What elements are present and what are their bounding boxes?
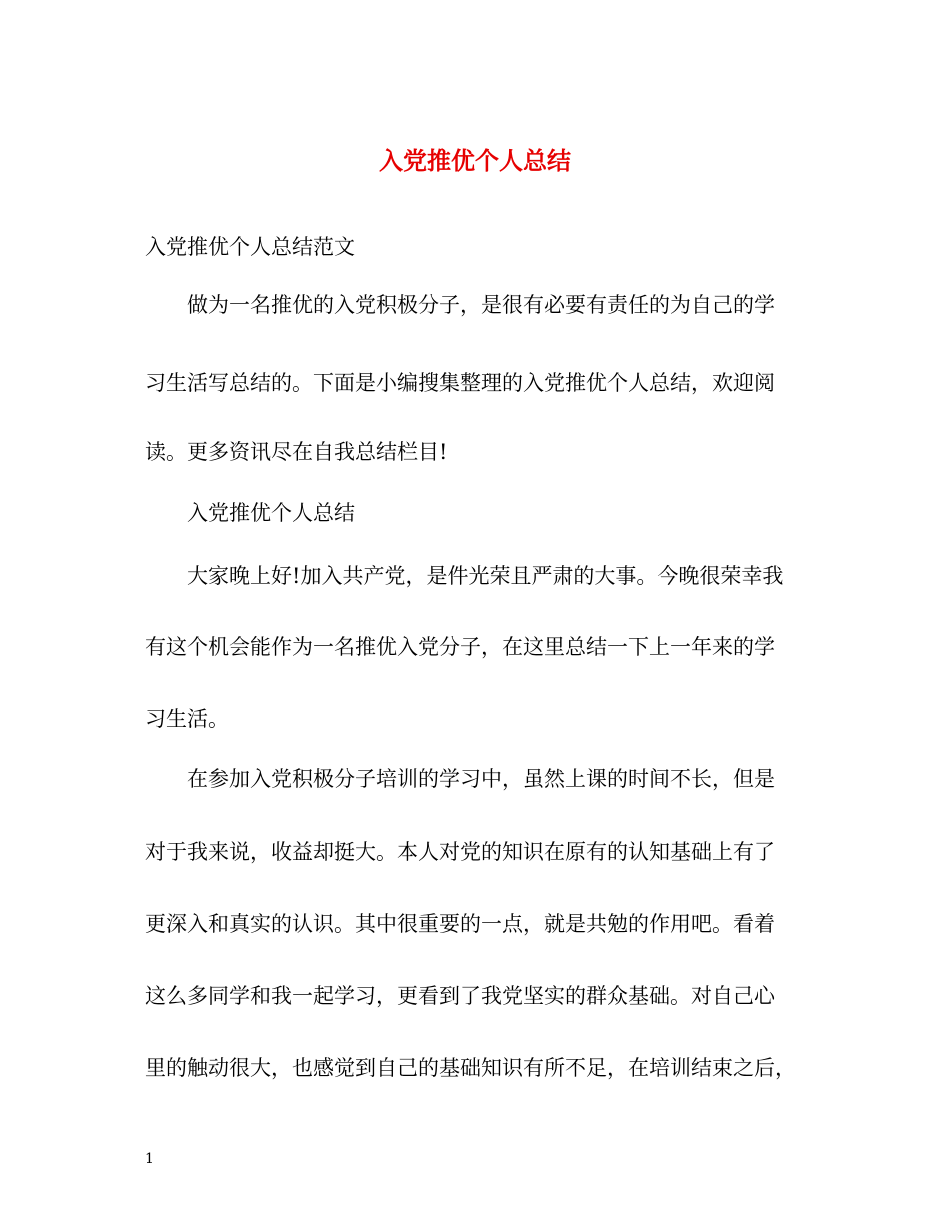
paragraph-line: 里的触动很大，也感觉到自己的基础知识有所不足，在培训结束之后， bbox=[145, 1056, 796, 1080]
paragraph-line: 习生活写总结的。下面是小编搜集整理的入党推优个人总结，欢迎阅 bbox=[145, 371, 775, 395]
paragraph-line: 更深入和真实的认识。其中很重要的一点，就是共勉的作用吧。看着 bbox=[145, 912, 775, 936]
paragraph-line: 习生活。 bbox=[145, 707, 229, 731]
document-title: 入党推优个人总结 bbox=[379, 146, 571, 175]
paragraph-line: 这么多同学和我一起学习，更看到了我党坚实的群众基础。对自己心 bbox=[145, 984, 775, 1008]
paragraph-line: 在参加入党积极分子培训的学习中，虽然上课的时间不长，但是 bbox=[187, 767, 775, 791]
paragraph-line: 有这个机会能作为一名推优入党分子，在这里总结一下上一年来的学 bbox=[145, 635, 775, 659]
section-heading: 入党推优个人总结 bbox=[187, 501, 355, 525]
paragraph-line: 读。更多资讯尽在自我总结栏目! bbox=[145, 440, 448, 464]
paragraph-line: 做为一名推优的入党积极分子，是很有必要有责任的为自己的学 bbox=[187, 293, 775, 317]
paragraph-line: 对于我来说，收益却挺大。本人对党的知识在原有的认知基础上有了 bbox=[145, 840, 775, 864]
page-number: 1 bbox=[145, 1151, 154, 1167]
paragraph-line: 大家晚上好!加入共产党，是件光荣且严肃的大事。今晚很荣幸我 bbox=[187, 564, 784, 588]
document-subtitle: 入党推优个人总结范文 bbox=[145, 235, 355, 259]
